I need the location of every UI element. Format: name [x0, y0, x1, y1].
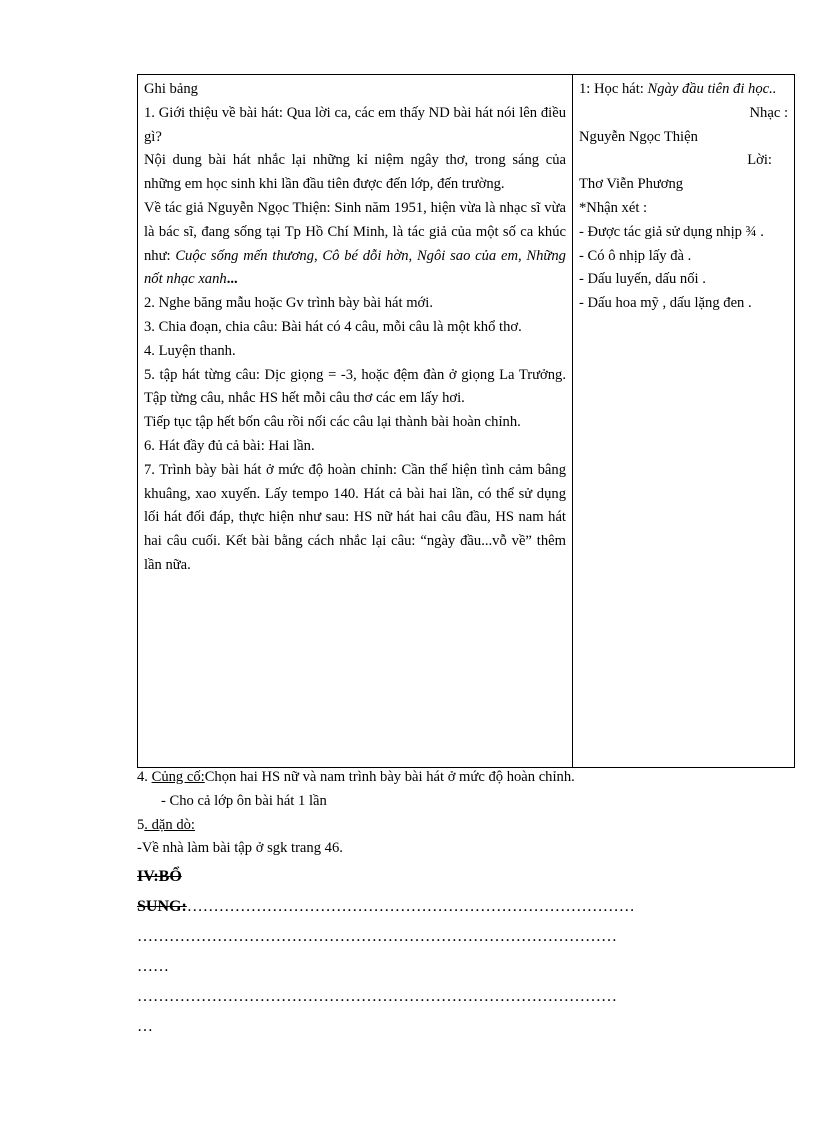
song-title-end: ..: [769, 81, 777, 97]
homework-number: 5: [137, 816, 145, 833]
consolidation-line: [137, 766, 797, 790]
notes-item-author: [144, 197, 566, 292]
supplement-heading-line1: [137, 862, 797, 892]
consolidation-sub: - Cho cả lớp ôn bài hát 1 lần: [161, 792, 327, 809]
author-songs-list: Cuộc sống mến thương, Cô bé dỗi hờn, Ngôi sao của em, Những nốt nhạc xanh: [144, 247, 566, 288]
lesson-summary-column: [573, 75, 795, 768]
music-author: Nguyễn Ngọc Thiện: [579, 128, 698, 145]
lesson-table: [137, 74, 795, 768]
consolidation-text: Chọn hai HS nữ và nam trình bày bài hát ở mức độ hoàn chỉnh.: [204, 769, 575, 785]
homework-heading: [137, 814, 797, 838]
homework-text: -Về nhà làm bài tập ở sgk trang 46.: [137, 840, 343, 857]
consolidation-number: 4.: [137, 769, 152, 785]
notes-item-sing-full: 6. Hát đầy đủ cả bài: Hai lần.: [144, 437, 315, 454]
notes-item-intro: 1. Giới thiệu về bài hát: Qua lời ca, các em thấy ND bài hát nói lên điều gì?: [144, 104, 566, 145]
song-title: Ngày đầu tiên đi học: [647, 81, 770, 97]
supplement-heading-line2: [137, 892, 797, 922]
teaching-notes-column: [138, 75, 573, 768]
supplement-section: [137, 862, 797, 1042]
remark-item: - Có ô nhịp lấy đà .: [579, 247, 692, 264]
song-title-number: 1: [579, 81, 587, 97]
supplement-dots: …………………………………………………………………………: [186, 898, 635, 915]
author-songs-ellipsis: ...: [226, 271, 238, 288]
supplement-heading-part1: IV:BỔ: [137, 868, 182, 885]
supplement-dots-line: ………………………………………………………………………………: [137, 928, 617, 945]
notes-item-practice: 5. tập hát từng câu: Dịc giọng = -3, hoặc đệm đàn ở giọng La Trưởng. Tập từng câu, nhắc HS hết mỗi câu thơ các em lấy hơi.: [144, 366, 566, 407]
supplement-heading-part2: SUNG:: [137, 898, 187, 915]
song-title-line: [579, 78, 788, 102]
notes-item-continue: Tiếp tục tập hết bốn câu rồi nối các câu lại thành bài hoàn chỉnh.: [144, 414, 521, 431]
remark-item: - Dấu luyến, dấu nối .: [579, 271, 706, 288]
notes-item-warmup: 4. Luyện thanh.: [144, 342, 236, 359]
lyric-author: Thơ Viễn Phương: [579, 176, 684, 193]
notes-item-perform: 7. Trình bày bài hát ở mức độ hoàn chỉnh: Cần thể hiện tình cảm bâng khuâng, xao xuyến. Lấy tempo 140. Hát cả bài hai lần, có thể sử dụng lối hát đối đáp, thực hiện như sau: HS nữ hát hai câu đầu, HS nam hát hai câu cuối. Kết bài bằng cách nhắc lại câu: “ngày đầu...vỗ về” thêm lần nữa.: [144, 461, 566, 573]
music-label: Nhạc :: [749, 104, 788, 121]
notes-heading: Ghi bảng: [144, 81, 198, 97]
notes-item-divide: 3. Chia đoạn, chia câu: Bài hát có 4 câu, mỗi câu là một khổ thơ.: [144, 318, 522, 335]
homework-label: . dặn dò:: [144, 816, 195, 833]
supplement-dots-tail: ……: [137, 958, 169, 975]
song-title-label: : Học hát:: [586, 81, 648, 97]
lyric-label: Lời:: [747, 152, 772, 169]
remark-heading: *Nhận xét :: [579, 199, 648, 216]
author-bio-text: Về tác giả Nguyễn Ngọc Thiện: Sinh năm 1951, hiện vừa là nhạc sĩ vừa là bác sĩ, đang sống tại Tp Hồ Chí Minh, là tác giả của một số ca khúc như:: [144, 199, 566, 264]
lesson-followup: [137, 766, 797, 861]
notes-item-content: Nội dung bài hát nhắc lại những kỉ niệm ngây thơ, trong sáng của những em học sinh khi lần đầu tiên được đến lớp, đến trường.: [144, 152, 566, 193]
remark-item: - Được tác giả sử dụng nhịp ¾ .: [579, 223, 764, 240]
supplement-dots-tail: …: [137, 1018, 153, 1035]
supplement-dots-line: ………………………………………………………………………………: [137, 988, 617, 1005]
notes-item-listen: 2. Nghe băng mẫu hoặc Gv trình bày bài hát mới.: [144, 295, 433, 312]
consolidation-label: Củng cố:: [151, 769, 205, 785]
remark-item: - Dấu hoa mỹ , dấu lặng đen .: [579, 295, 752, 312]
